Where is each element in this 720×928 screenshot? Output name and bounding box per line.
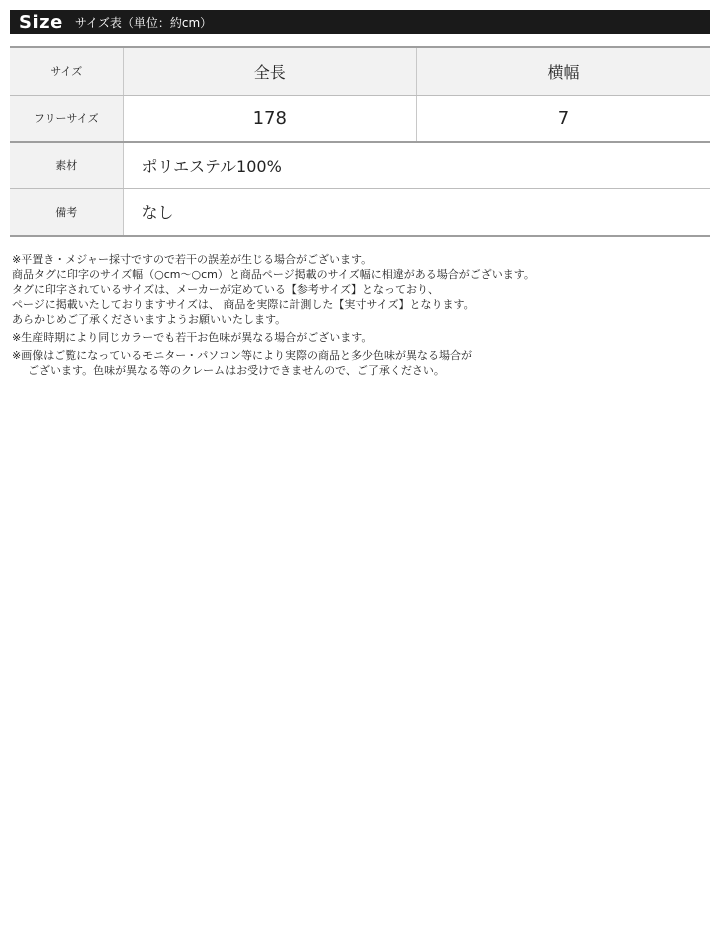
note-line: あらかじめご了承くださいますようお願いいたします。 <box>12 313 287 326</box>
note-line: ※生産時期により同じカラーでも若干お色味が異なる場合がございます。 <box>12 331 373 344</box>
row-label-free-size: フリーサイズ <box>10 95 123 142</box>
note-line: ※平置き・メジャー採寸ですので若干の誤差が生じる場合がございます。 <box>12 253 373 266</box>
column-header-length: 全長 <box>123 47 417 95</box>
note-line: ございます。色味が異なる等のクレームはお受けできませんので、ご了承ください。 <box>28 364 445 377</box>
note-measurement <box>12 252 712 267</box>
size-table <box>10 46 710 237</box>
note-production-color <box>12 330 712 345</box>
remarks-value: なし <box>123 188 710 236</box>
size-corner-label: サイズ <box>10 47 123 95</box>
notes-section <box>12 252 712 378</box>
note-size-tag <box>12 267 712 327</box>
remarks-row <box>10 188 710 236</box>
note-line: タグに印字されているサイズは、メーカーが定めている【参考サイズ】となっており、 <box>12 283 440 296</box>
size-table-header-row <box>10 47 710 95</box>
header-subtitle: サイズ表（単位：約cm） <box>74 15 213 30</box>
note-line: ※画像はご覧になっているモニター・パソコン等により実際の商品と多少色味が異なる場合が <box>12 349 472 362</box>
value-length: 178 <box>123 95 417 142</box>
material-value: ポリエステル100% <box>123 142 710 188</box>
column-header-width: 横幅 <box>417 47 711 95</box>
remarks-label: 備考 <box>10 188 123 236</box>
size-table-row <box>10 95 710 142</box>
header-title: Size <box>19 11 63 33</box>
material-label: 素材 <box>10 142 123 188</box>
note-line: ページに掲載いたしておりますサイズは、 商品を実際に計測した【実寸サイズ】となります。 <box>12 298 475 311</box>
note-line: 商品タグに印字のサイズ幅（○cm〜○cm）と商品ページ掲載のサイズ幅に相違がある場合がございます。 <box>12 268 535 281</box>
note-monitor-color <box>12 348 712 378</box>
material-row <box>10 142 710 188</box>
value-width: 7 <box>417 95 711 142</box>
size-header-bar <box>10 10 710 34</box>
